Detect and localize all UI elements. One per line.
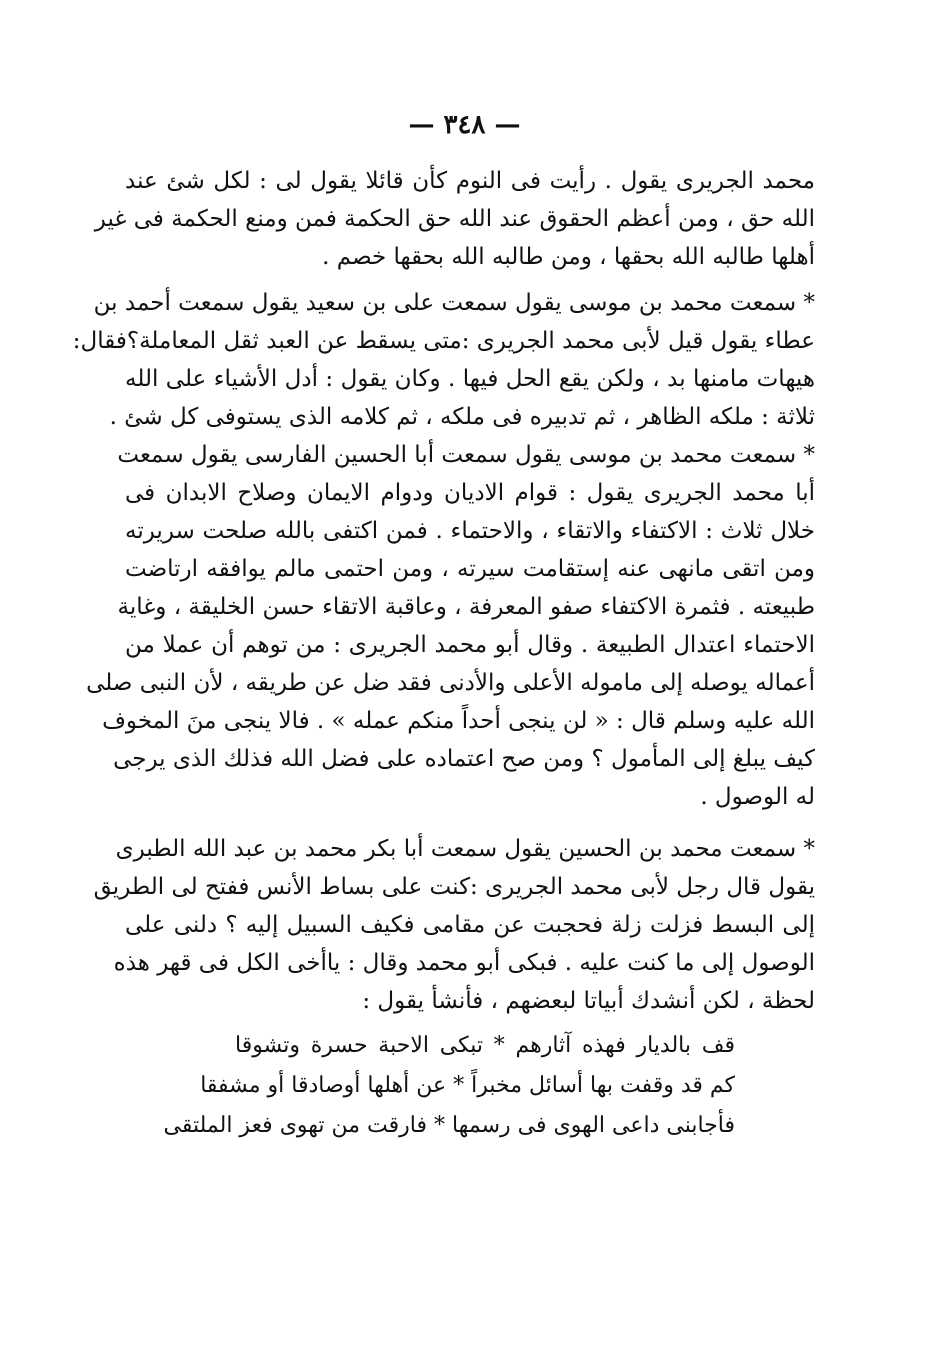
paragraph-3 <box>86 436 815 816</box>
poem-verses <box>125 1026 815 1146</box>
text-line: خلال ثلاث : الاكتفاء والاتقاء ، والاحتماء . فمن اكتفى بالله صلحت سريرته <box>125 518 815 544</box>
text-line: محمد الجريرى يقول . رأيت فى النوم كأن قائلا يقول لى : لكل شئ عند <box>125 168 815 194</box>
text-line: الوصول إلى ما كنت عليه . فبكى أبو محمد وقال : ياأخى الكل فى قهر هذه <box>113 950 815 976</box>
text-line: له الوصول . <box>700 784 815 810</box>
page-text-body <box>72 162 815 1146</box>
paragraph-spacer <box>125 816 815 830</box>
paragraph-spacer <box>125 276 815 284</box>
text-line: كيف يبلغ إلى المأمول ؟ ومن صح اعتماده على فضل الله فذلك الذى يرجى <box>113 746 815 772</box>
poem-verse: كم قد وقفت بها أسائل مخبراً * عن أهلها أوصادقا أو مشفقا <box>200 1073 735 1098</box>
paragraph-1 <box>94 162 815 276</box>
text-line: * سمعت محمد بن موسى يقول سمعت أبا الحسين الفارسى يقول سمعت <box>117 442 815 468</box>
text-line: ومن اتقى مانهى عنه إستقامت سيرته ، ومن احتمى مالم يوافقه ارتاضت <box>125 556 815 582</box>
text-line: عطاء يقول قيل لأبى محمد الجريرى :متى يسقط عن العبد ثقل المعاملة؟فقال: <box>72 328 815 354</box>
paragraph-2 <box>72 284 815 436</box>
text-line: الله حق ، ومن أعظم الحقوق عند الله حق الحكمة فمن ومنع الحكمة فى غير <box>94 206 815 232</box>
text-line: * سمعت محمد بن الحسين يقول سمعت أبا بكر محمد بن عبد الله الطبرى <box>115 836 815 862</box>
text-line: ثلاثة : ملكه الظاهر ، ثم تدبيره فى ملكه ، ثم كلامه الذى يستوفى كل شئ . <box>109 404 815 430</box>
page-number: — ٣٤٨ — <box>408 110 521 140</box>
text-line: إلى البسط فزلت زلة فحجبت عن مقامى فكيف السبيل إليه ؟ دلنى على <box>125 912 815 938</box>
text-line: الله عليه وسلم قال : « لن ينجى أحداً منكم عمله » . فالا ينجى منَ المخوف <box>102 708 815 734</box>
text-line: أعماله يوصله إلى ماموله الأعلى والأدنى فقد ضل عن طريقه ، لأن النبى صلى <box>86 670 815 696</box>
poem-verse: فأجابنى داعى الهوى فى رسمها * فارقت من تهوى فعز الملتقى <box>163 1113 735 1138</box>
text-line: لحظة ، لكن أنشدك أبياتا لبعضهم ، فأنشأ يقول : <box>362 988 815 1014</box>
text-line: * سمعت محمد بن موسى يقول سمعت على بن سعيد يقول سمعت أحمد بن <box>93 290 815 316</box>
text-line: الاحتماء اعتدال الطبيعة . وقال أبو محمد الجريرى : من توهم أن عملا من <box>125 632 815 658</box>
text-line: طبيعته . فثمرة الاكتفاء صفو المعرفة ، وعاقبة الاتقاء حسن الخليقة ، وغاية <box>117 594 815 620</box>
text-line: أهلها طالبه الله بحقها ، ومن طالبه الله بحقها خصم . <box>322 244 815 270</box>
text-line: أبا محمد الجريرى يقول : قوام الاديان ودوام الايمان وصلاح الابدان فى <box>125 480 815 506</box>
text-line: هيهات مامنها بد ، ولكن يقع الحل فيها . وكان يقول : أدل الأشياء على الله <box>125 366 815 392</box>
paragraph-4 <box>93 830 815 1020</box>
poem-verse: قف بالديار فهذه آثارهم * تبكى الاحبة حسرة وتشوقا <box>235 1033 735 1058</box>
text-line: يقول قال رجل لأبى محمد الجريرى :كنت على بساط الأنس ففتح لى الطريق <box>93 874 815 900</box>
